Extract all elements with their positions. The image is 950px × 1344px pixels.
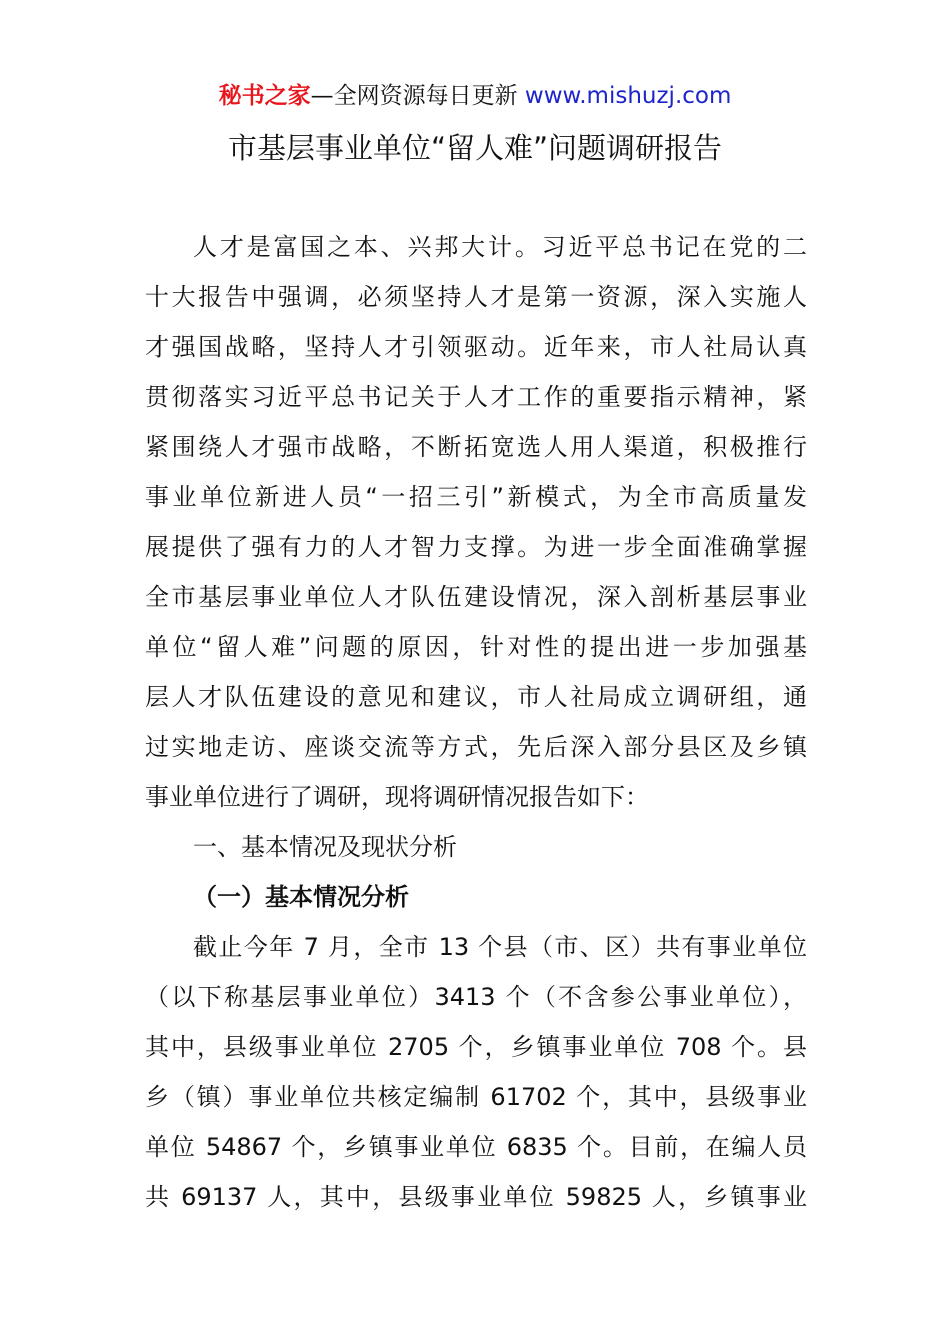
- paragraph-line: 贯彻落实习近平总书记关于人才工作的重要指示精神，紧: [145, 383, 807, 411]
- paragraph-line: 事业单位新进人员“一招三引”新模式，为全市高质量发: [145, 483, 807, 511]
- subsection-heading: （一）基本情况分析: [193, 883, 409, 911]
- paragraph-line: 人才是富国之本、兴邦大计。习近平总书记在党的二: [193, 233, 807, 261]
- paragraph-line: 事业单位进行了调研，现将调研情况报告如下：: [145, 783, 649, 811]
- section-heading: 一、基本情况及现状分析: [193, 833, 457, 861]
- paragraph-line: 其中，县级事业单位 2705 个，乡镇事业单位 708 个。县: [145, 1033, 807, 1061]
- paragraph-line: 紧围绕人才强市战略，不断拓宽选人用人渠道，积极推行: [145, 433, 807, 461]
- paragraph-line: 截止今年 7 月，全市 13 个县（市、区）共有事业单位: [193, 933, 807, 961]
- paragraph-line: 共 69137 人，其中，县级事业单位 59825 人，乡镇事业: [145, 1183, 807, 1211]
- site-header: [0, 80, 950, 112]
- paragraph-line: 全市基层事业单位人才队伍建设情况，深入剖析基层事业: [145, 583, 807, 611]
- paragraph-line: 单位“留人难”问题的原因，针对性的提出进一步加强基: [145, 633, 807, 661]
- site-tagline: —全网资源每日更新: [310, 83, 525, 109]
- paragraph-line: 十大报告中强调，必须坚持人才是第一资源，深入实施人: [145, 283, 807, 311]
- paragraph-line: （以下称基层事业单位）3413 个（不含参公事业单位），: [145, 983, 807, 1011]
- document-title: 市基层事业单位“留人难”问题调研报告: [227, 131, 723, 165]
- paragraph-line: 乡（镇）事业单位共核定编制 61702 个，其中，县级事业: [145, 1083, 807, 1111]
- paragraph-line: 才强国战略，坚持人才引领驱动。近年来，市人社局认真: [145, 333, 807, 361]
- paragraph-line: 展提供了强有力的人才智力支撑。为进一步全面准确掌握: [145, 533, 807, 561]
- site-brand: 秘书之家: [218, 83, 311, 109]
- paragraph-line: 单位 54867 个，乡镇事业单位 6835 个。目前，在编人员: [145, 1133, 807, 1161]
- document-body: [145, 222, 807, 1222]
- site-url-link[interactable]: www.mishuzj.com: [524, 83, 732, 109]
- paragraph-line: 过实地走访、座谈交流等方式，先后深入部分县区及乡镇: [145, 733, 807, 761]
- paragraph-line: 层人才队伍建设的意见和建议，市人社局成立调研组，通: [145, 683, 807, 711]
